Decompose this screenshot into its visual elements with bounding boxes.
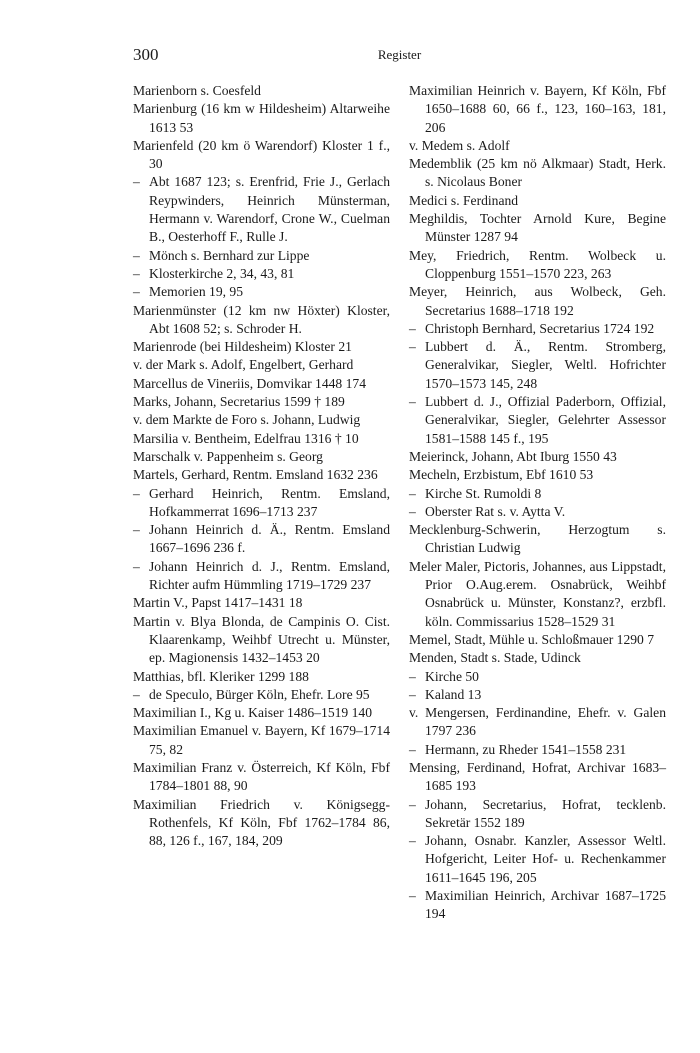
- index-entry: Marienburg (16 km w Hildesheim) Altarweihe 1613 53: [133, 101, 390, 135]
- index-entry: v. Medem s. Adolf: [409, 137, 510, 153]
- index-subentry: – Mönch s. Bernhard zur Lippe: [133, 247, 390, 265]
- index-subentry: – Maximilian Heinrich, Archivar 1687–1725 194: [409, 887, 666, 924]
- index-entry: Memel, Stadt, Mühle u. Schloßmauer 1290 7: [409, 631, 655, 647]
- index-subentry: – Gerhard Heinrich, Rentm. Emsland, Hofkammerrat 1696–1713 237: [133, 485, 390, 522]
- index-entry: Maximilian I., Kg u. Kaiser 1486–1519 140: [133, 705, 372, 721]
- index-entry: Meyer, Heinrich, aus Wolbeck, Geh. Secretarius 1688–1718 192: [409, 284, 666, 318]
- index-subentry: – Hermann, zu Rheder 1541–1558 231: [409, 741, 666, 759]
- index-entry: Marcellus de Vineriis, Domvikar 1448 174: [133, 375, 367, 391]
- running-title: Register: [377, 47, 422, 62]
- index-entry: Mey, Friedrich, Rentm. Wolbeck u. Cloppenburg 1551–1570 223, 263: [409, 247, 666, 281]
- index-entry: v. der Mark s. Adolf, Engelbert, Gerhard: [133, 357, 354, 373]
- index-entry: Marienborn s. Coesfeld: [133, 83, 261, 98]
- index-entry: Mensing, Ferdinand, Hofrat, Archivar 1683–1685 193: [409, 759, 666, 794]
- index-subentry: – Lubbert d. Ä., Rentm. Stromberg, Generalvikar, Siegler, Weltl. Hofrichter 1570–1573 145, 248: [409, 338, 666, 393]
- index-entry: Marienmünster (12 km nw Höxter) Kloster, Abt 1608 52; s. Schroder H.: [133, 302, 390, 336]
- index-entry: Meghildis, Tochter Arnold Kure, Begine Münster 1287 94: [409, 211, 666, 245]
- index-subentry: – Memorien 19, 95: [133, 283, 390, 301]
- index-entry: Marsilia v. Bentheim, Edelfrau 1316 † 10: [133, 430, 359, 446]
- index-subentry: – Abt 1687 123; s. Erenfrid, Frie J., Gerlach Reypwinders, Heinrich Münsterman, Hermann v. Warendorf, Crone W., Cuelman B., Oesterhoff F., Rulle J.: [133, 173, 390, 246]
- index-entry: Maximilian Emanuel v. Bayern, Kf 1679–1714 75, 82: [133, 723, 390, 757]
- index-entry: v. dem Markte de Foro s. Johann, Ludwig: [133, 412, 361, 428]
- index-entry: Mecklenburg-Schwerin, Herzogtum s. Christian Ludwig: [409, 522, 666, 556]
- index-subentry: – Lubbert d. J., Offizial Paderborn, Offizial, Generalvikar, Siegler, Gelehrter Assessor 1581–1588 145 f., 195: [409, 393, 666, 448]
- index-subentry: – Klosterkirche 2, 34, 43, 81: [133, 265, 390, 283]
- index-entry: v. Mengersen, Ferdinandine, Ehefr. v. Galen 1797 236: [409, 705, 666, 739]
- index-entry: Maximilian Franz v. Österreich, Kf Köln, Fbf 1784–1801 88, 90: [133, 759, 390, 794]
- index-subentry: – Johann Heinrich d. J., Rentm. Emsland, Richter aufm Hümmling 1719–1729 237: [133, 558, 390, 595]
- index-entry: Marienrode (bei Hildesheim) Kloster 21: [133, 339, 352, 355]
- index-subentry: – Johann Heinrich d. Ä., Rentm. Emsland 1667–1696 236 f.: [133, 521, 390, 558]
- index-subentry: – Kirche 50: [409, 668, 666, 686]
- index-entry: Marienfeld (20 km ö Warendorf) Kloster 1 f., 30: [133, 137, 390, 172]
- index-entry: Martels, Gerhard, Rentm. Emsland 1632 236: [133, 467, 378, 483]
- page-header: [133, 45, 666, 67]
- index-entry: Mecheln, Erzbistum, Ebf 1610 53: [409, 467, 594, 483]
- index-subentry: – Christoph Bernhard, Secretarius 1724 192: [409, 320, 666, 338]
- index-entry: Meierinck, Johann, Abt Iburg 1550 43: [409, 448, 617, 464]
- index-subentry: – Johann, Osnabr. Kanzler, Assessor Weltl. Hofgericht, Leiter Hof- u. Rechenkammer 1611–1645 196, 205: [409, 832, 666, 887]
- index-subentry: – Oberster Rat s. v. Aytta V.: [409, 503, 666, 521]
- index-entry: Medici s. Ferdinand: [409, 192, 519, 208]
- index-entry: Meler Maler, Pictoris, Johannes, aus Lippstadt, Prior O.Aug.erem. Osnabrück, Weihbf Osnabrück u. Münster, Konstanz?, erzbfl. köln. Commissarius 1528–1529 31: [409, 558, 666, 629]
- index-subentry: – de Speculo, Bürger Köln, Ehefr. Lore 95: [133, 686, 390, 704]
- index-entry: Medemblik (25 km nö Alkmaar) Stadt, Herk. s. Nicolaus Boner: [409, 156, 666, 190]
- index-subentry: – Johann, Secretarius, Hofrat, tecklenb. Sekretär 1552 189: [409, 796, 666, 833]
- left-column: [133, 82, 390, 850]
- index-subentry: – Kaland 13: [409, 686, 666, 704]
- index-subentry: – Kirche St. Rumoldi 8: [409, 485, 666, 503]
- index-entry: Menden, Stadt s. Stade, Udinck: [409, 650, 581, 666]
- index-entry: Maximilian Friedrich v. Königsegg-Rothenfels, Kf Köln, Fbf 1762–1784 86, 88, 126 f., 167, 184, 209: [133, 796, 390, 849]
- right-column: [409, 82, 666, 924]
- index-entry: Maximilian Heinrich v. Bayern, Kf Köln, Fbf 1650–1688 60, 66 f., 123, 160–163, 181, 206: [409, 83, 666, 135]
- index-entry: Martin v. Blya Blonda, de Campinis O. Cist. Klaarenkamp, Weihbf Utrecht u. Münster, ep. Magionensis 1432–1453 20: [133, 613, 390, 666]
- index-entry: Marks, Johann, Secretarius 1599 † 189: [133, 394, 345, 410]
- index-entry: Martin V., Papst 1417–1431 18: [133, 595, 303, 611]
- index-entry: Marschalk v. Pappenheim s. Georg: [133, 448, 323, 464]
- index-entry: Matthias, bfl. Kleriker 1299 188: [133, 668, 309, 684]
- page-number: 300: [133, 45, 159, 64]
